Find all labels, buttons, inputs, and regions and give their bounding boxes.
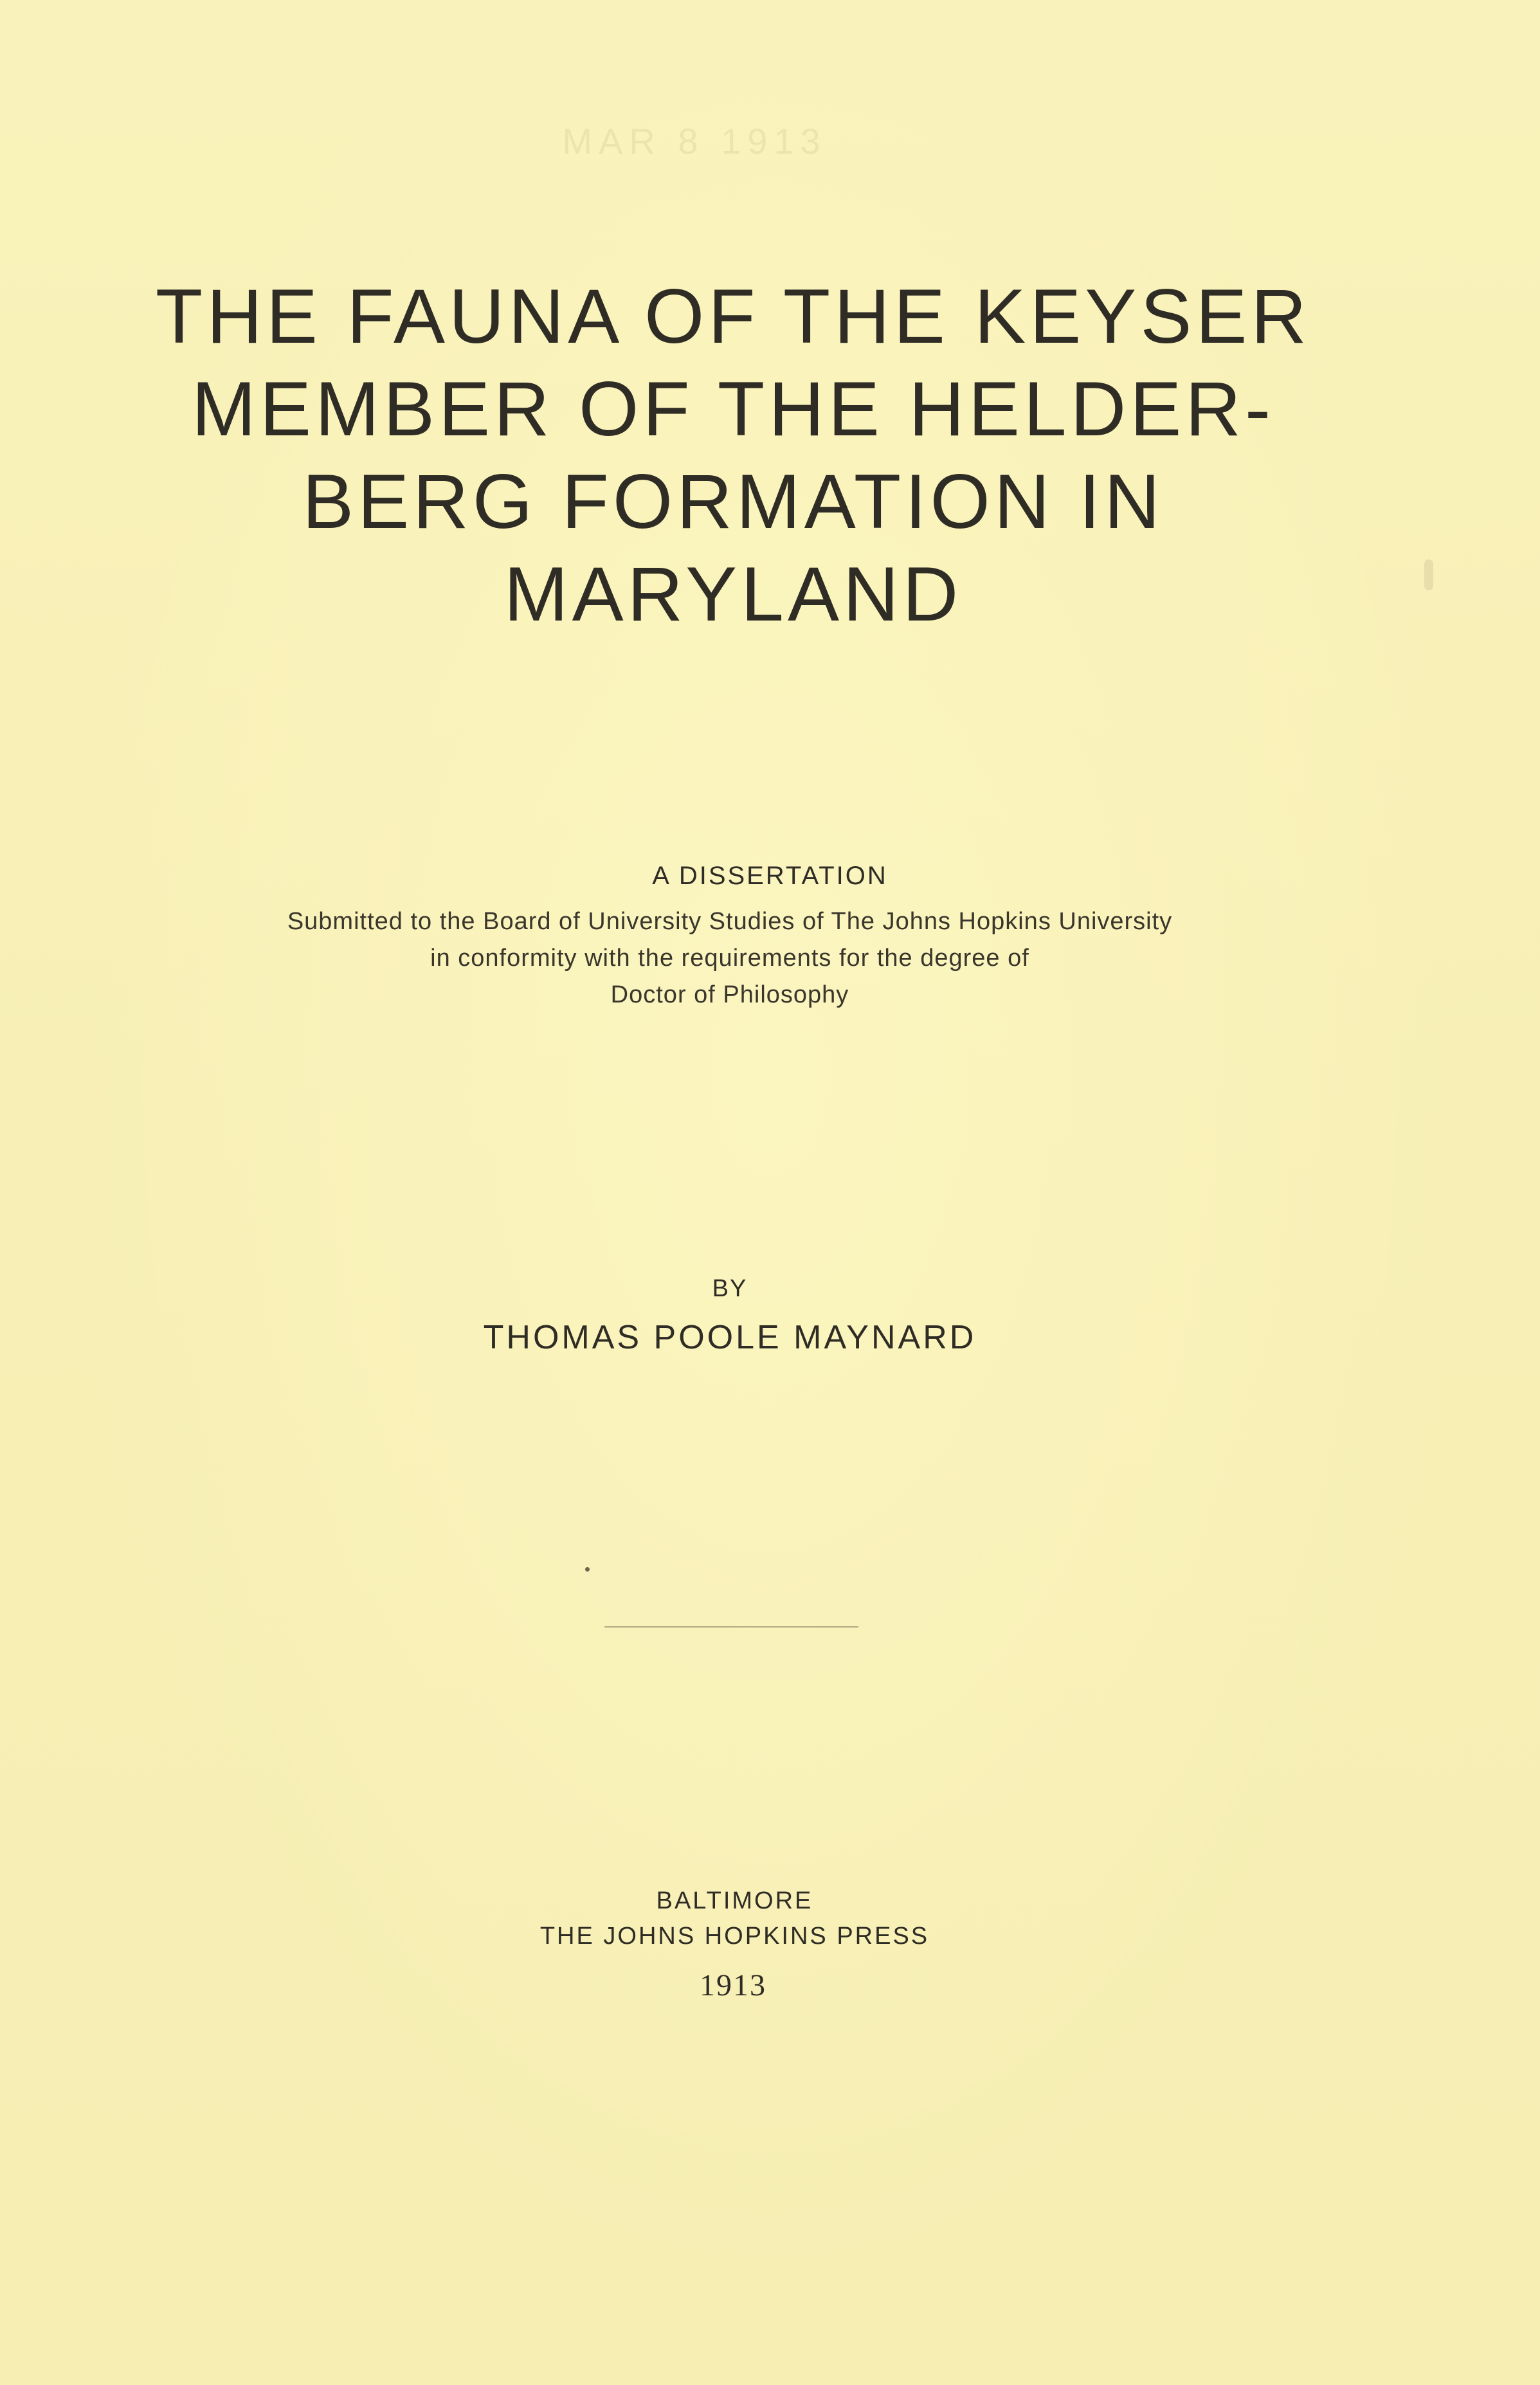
by-label: BY bbox=[712, 1275, 748, 1302]
paper-blemish bbox=[1424, 559, 1433, 590]
library-stamp: MAR 8 1913 bbox=[562, 121, 827, 161]
dissertation-line-2: in conformity with the requirements for the degree of bbox=[430, 945, 1029, 972]
dissertation-line-3: Doctor of Philosophy bbox=[610, 981, 849, 1008]
imprint-city: BALTIMORE bbox=[656, 1887, 813, 1914]
divider-rule bbox=[604, 1626, 858, 1628]
title-line-4: MARYLAND bbox=[503, 551, 963, 637]
author-name: THOMAS POOLE MAYNARD bbox=[483, 1319, 977, 1356]
title-line-3: BERG FORMATION IN bbox=[302, 458, 1164, 545]
dissertation-line-1: Submitted to the Board of University Studies of The Johns Hopkins University bbox=[287, 908, 1173, 935]
imprint-year: 1913 bbox=[700, 1968, 766, 2002]
book-title bbox=[129, 270, 1337, 640]
imprint-publisher: THE JOHNS HOPKINS PRESS bbox=[539, 1923, 930, 1950]
title-line-1: THE FAUNA OF THE KEYSER bbox=[155, 273, 1311, 359]
ink-speck bbox=[585, 1567, 590, 1572]
dissertation-heading: A DISSERTATION bbox=[652, 862, 888, 890]
dissertation-statement bbox=[0, 903, 1460, 1013]
title-line-2: MEMBER OF THE HELDER- bbox=[192, 366, 1274, 452]
